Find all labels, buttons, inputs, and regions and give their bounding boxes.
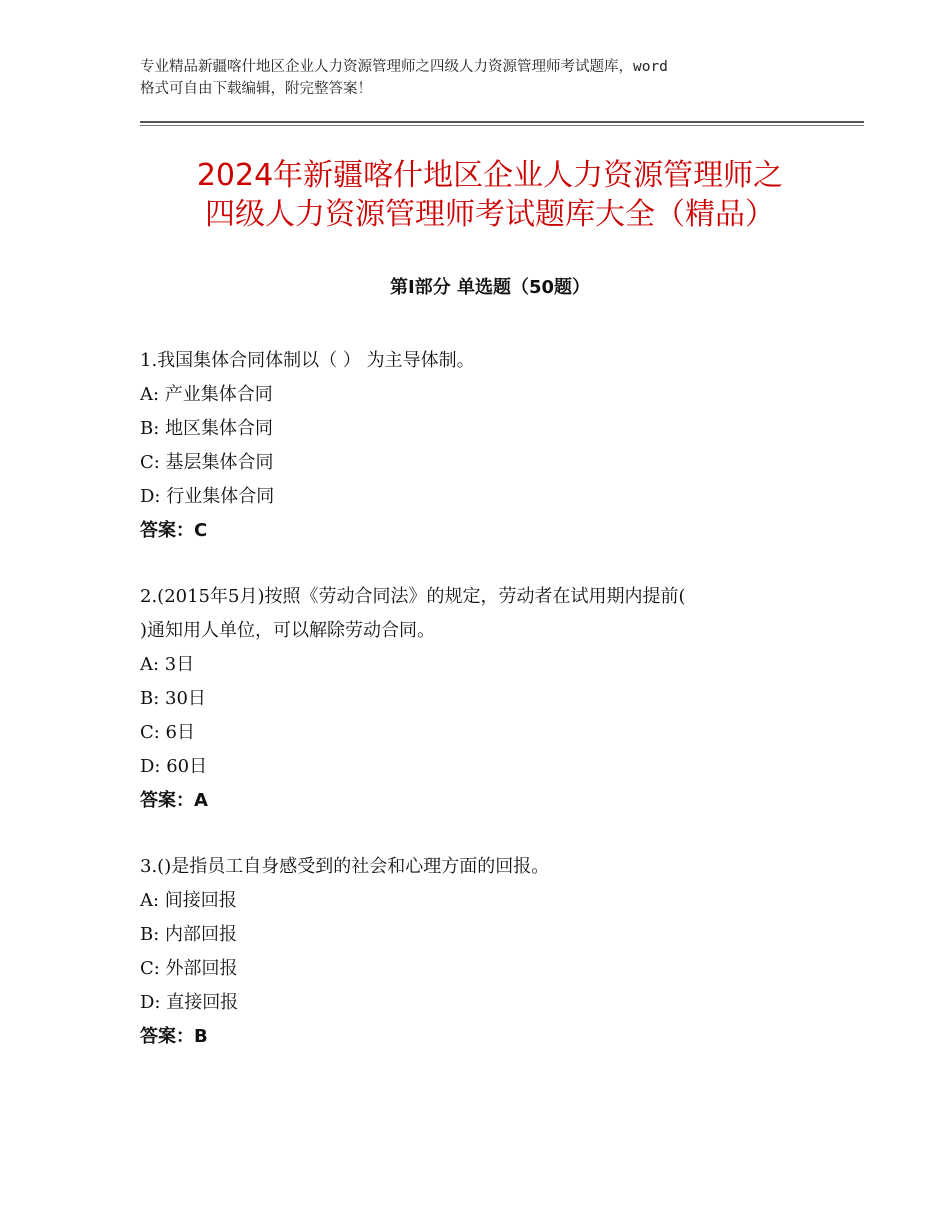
option-a: A: 3日 [140,654,195,675]
question-stem-line: 2.(2015年5月)按照《劳动合同法》的规定，劳动者在试用期内提前( [140,586,686,607]
document-title [140,156,840,234]
option-b: B: 30日 [140,688,206,709]
question-item [140,850,840,1054]
question-item [140,580,840,818]
question-stem-line: 1.我国集体合同体制以（ ） 为主导体制。 [140,350,475,371]
header-rule-thick [140,121,864,123]
option-d: D: 60日 [140,756,208,777]
option-d: D: 行业集体合同 [140,486,275,507]
section-heading: 第Ⅰ部分 单选题（50题） [389,277,590,298]
document-title-line-1: 2024年新疆喀什地区企业人力资源管理师之 [196,158,784,193]
answer-label: 答案：A [140,790,208,811]
option-c: C: 6日 [140,722,196,743]
option-c: C: 基层集体合同 [140,452,274,473]
question-stem [140,850,840,884]
question-stem-line: 3.()是指员工自身感受到的社会和心理方面的回报。 [140,856,550,877]
header-rule-thin [140,125,864,126]
option-c: C: 外部回报 [140,958,238,979]
option-b: B: 内部回报 [140,924,238,945]
option-d: D: 直接回报 [140,992,239,1013]
header-note [140,56,820,100]
header-note-line-1: 专业精品新疆喀什地区企业人力资源管理师之四级人力资源管理师考试题库，word [140,59,668,75]
option-b: B: 地区集体合同 [140,418,274,439]
answer-label: 答案：C [140,520,208,541]
option-a: A: 产业集体合同 [140,384,273,405]
option-a: A: 间接回报 [140,890,237,911]
answer-label: 答案：B [140,1026,208,1047]
question-stem [140,344,840,378]
question-stem-line: )通知用人单位，可以解除劳动合同。 [140,620,436,641]
header-note-line-2: 格式可自由下载编辑，附完整答案！ [140,81,372,97]
question-stem [140,580,840,648]
question-item [140,344,840,548]
question-list [140,344,840,1086]
document-title-line-2: 四级人力资源管理师考试题库大全（精品） [205,197,775,232]
